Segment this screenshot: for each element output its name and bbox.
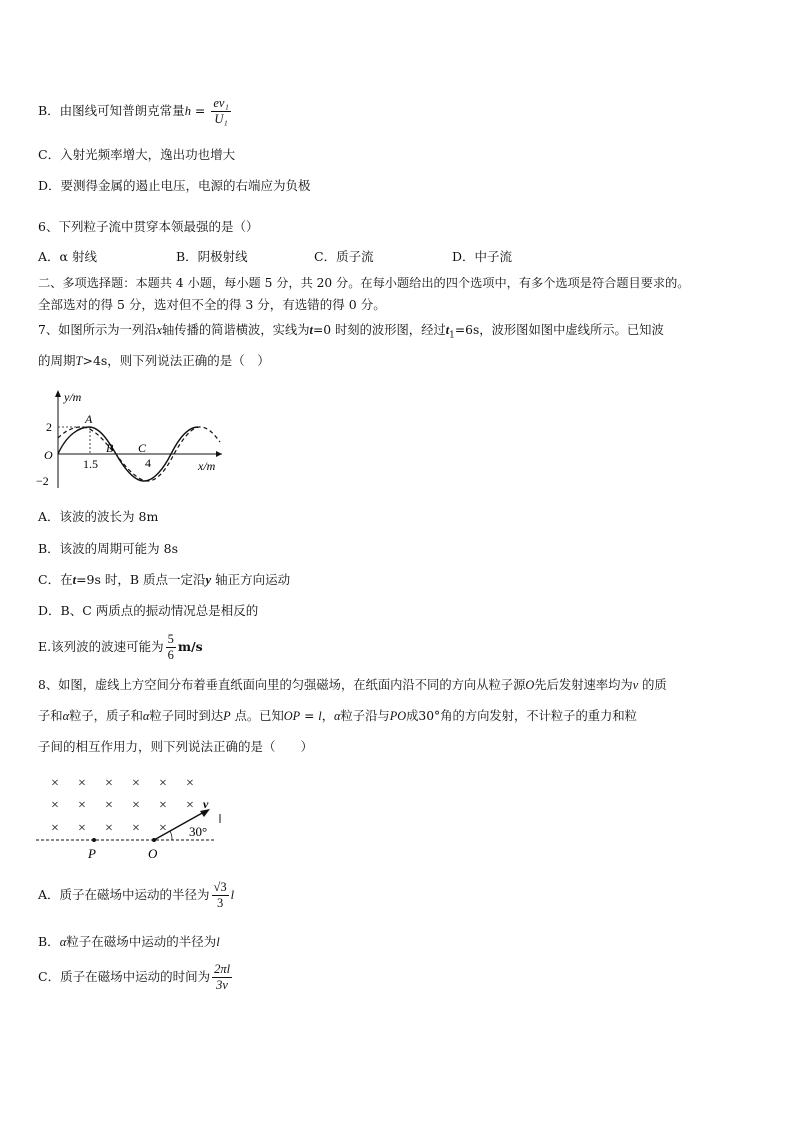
q6-option-b: B．阴极射线 xyxy=(176,249,248,264)
var-l: l xyxy=(216,935,220,949)
planck-h-symbol: h xyxy=(184,104,191,118)
x-tick-4: 4 xyxy=(145,456,151,470)
cross-icon: × xyxy=(132,821,140,836)
var-v: v xyxy=(632,678,639,692)
x-axis-label: x/m xyxy=(198,459,216,473)
q7-option-e-label: E.该列波的波速可能为 xyxy=(38,639,164,654)
q6-stem: 6、下列粒子流中贯穿本领最强的是（） xyxy=(38,219,259,234)
q8-stem-text: 成30°角的方向发射，不计粒子的重力和粒 xyxy=(406,709,637,723)
q8-option-b-text: 粒子在磁场中运动的半径为 xyxy=(66,934,217,949)
q7-option-c-text: =9s 时，B 质点一定沿 xyxy=(76,572,206,587)
var-PO: PO xyxy=(389,709,407,723)
point-c-label: C xyxy=(138,441,147,455)
q8-stem-text: 子和 xyxy=(38,709,63,723)
var-OP: OP xyxy=(283,709,301,723)
q6-option-a: A．α 射线 xyxy=(38,249,97,264)
cross-icon: × xyxy=(78,821,86,836)
fraction-2pil-3v xyxy=(212,962,232,993)
q8-magnetic-field-figure xyxy=(34,770,234,862)
q8-option-a-label: A．质子在磁场中运动的半径为 xyxy=(38,887,210,902)
q5-option-b-label: B．由图线可知普朗克常量 xyxy=(38,103,185,118)
q8-stem-text: 8、如图，虚线上方空间分布着垂直纸面向里的匀强磁场，在纸面内沿不同的方向从粒子源 xyxy=(38,678,526,692)
q7-option-c-text: C．在 xyxy=(38,572,73,587)
fraction-ev1-u1 xyxy=(211,96,230,127)
fraction-denominator: 3 xyxy=(216,896,224,910)
cross-icon: × xyxy=(186,798,194,813)
fraction-numerator: 5 xyxy=(167,632,174,646)
angle-label: 30° xyxy=(189,824,208,839)
q7-stem-line2 xyxy=(38,353,270,369)
x-tick-1.5: 1.5 xyxy=(83,457,98,471)
q6-option-d: D．中子流 xyxy=(452,249,513,264)
point-p-label: P xyxy=(88,846,96,861)
cross-icon: × xyxy=(132,776,140,791)
var-t: t xyxy=(309,323,313,337)
var-l: l xyxy=(318,709,322,723)
symbol-alpha: α xyxy=(142,709,150,723)
cross-icon: × xyxy=(78,776,86,791)
cross-icon: × xyxy=(159,821,167,836)
cross-icon: × xyxy=(51,776,59,791)
q6-options xyxy=(38,249,558,265)
symbol-alpha: α xyxy=(62,709,70,723)
cross-icon: × xyxy=(159,776,167,791)
cross-icon: × xyxy=(159,798,167,813)
equals-sign: = xyxy=(300,709,319,723)
q8-stem-text: 点。已知 xyxy=(230,709,284,723)
q8-stem-text: 先后发射速率均为 xyxy=(534,678,633,692)
q7-stem-text: 轴传播的简谐横波，实线为 xyxy=(161,323,310,337)
cross-icon: × xyxy=(78,798,86,813)
q7-stem-text: 7、如图所示为一列沿 xyxy=(38,323,157,337)
cross-icon: × xyxy=(105,798,113,813)
point-o-label: O xyxy=(148,846,158,861)
q7-stem-text: >4s，则下列说法正确的是（ ） xyxy=(82,353,270,368)
q8-stem-text: 粒子同时到达 xyxy=(149,709,224,723)
q5-option-d: D．要测得金属的遏止电压，电源的右端应为负极 xyxy=(38,178,311,193)
cross-icon: × xyxy=(105,776,113,791)
fraction-numerator: eν₁ xyxy=(213,96,229,110)
q8-option-a xyxy=(38,880,234,911)
y-tick-2: 2 xyxy=(46,420,52,434)
x-axis-arrow xyxy=(216,451,222,457)
velocity-label: v xyxy=(203,797,209,811)
point-b-label: B xyxy=(106,441,114,455)
q7-stem-text: 的周期 xyxy=(38,353,76,368)
q8-option-b-text: B． xyxy=(38,934,60,949)
equals-sign: = xyxy=(190,103,210,118)
q8-stem-text: 粒子，质子和 xyxy=(69,709,143,723)
q6-option-c: C．质子流 xyxy=(314,249,374,264)
section-2-heading-line2: 全部选对的得 5 分，选对但不全的得 3 分，有选错的得 0 分。 xyxy=(38,297,386,312)
fraction-sqrt3-3 xyxy=(212,880,229,911)
q7-option-d: D．B、C 两质点的振动情况总是相反的 xyxy=(38,603,259,618)
q8-stem-line1 xyxy=(38,677,667,693)
fraction-denominator: 3v xyxy=(216,978,228,992)
var-T: T xyxy=(75,354,83,368)
q8-stem-text: 的质 xyxy=(638,678,667,692)
symbol-alpha: α xyxy=(59,935,67,949)
q7-stem-line1 xyxy=(38,322,664,343)
var-l: l xyxy=(230,888,235,902)
fraction-denominator: U₁ xyxy=(214,112,228,126)
symbol-alpha: α xyxy=(334,709,341,723)
q7-option-c-text: 轴正方向运动 xyxy=(211,572,291,587)
q8-stem-text: 粒子沿与 xyxy=(340,709,390,723)
var-t1: t xyxy=(445,323,450,337)
y-axis-arrow xyxy=(55,390,61,397)
q7-option-a: A．该波的波长为 8m xyxy=(38,509,159,524)
fraction-denominator: 6 xyxy=(167,648,174,662)
q7-option-c xyxy=(38,572,290,588)
q8-stem-line2 xyxy=(38,708,637,724)
q5-option-c: C．入射光频率增大，逸出功也增大 xyxy=(38,147,236,162)
q7-wave-figure xyxy=(34,386,230,492)
q5-option-b xyxy=(38,96,233,127)
q8-stem-line3: 子间的相互作用力，则下列说法正确的是（ ） xyxy=(38,739,314,754)
origin-label: O xyxy=(44,448,53,462)
var-t1-subscript: 1 xyxy=(449,330,455,341)
fraction-numerator: 2πl xyxy=(214,962,231,976)
cross-icon: × xyxy=(105,821,113,836)
var-O: O xyxy=(525,678,535,692)
y-axis-label: y/m xyxy=(64,390,82,404)
cross-icon: × xyxy=(186,776,194,791)
magnetic-field-crosses xyxy=(51,776,194,836)
fraction-5-6 xyxy=(166,632,176,663)
q8-option-b xyxy=(38,934,220,950)
q8-stem-text: ， xyxy=(321,709,335,723)
fraction-numerator: √3 xyxy=(213,880,227,894)
var-P: P xyxy=(223,709,231,723)
q7-option-e xyxy=(38,632,203,663)
q8-option-c xyxy=(38,962,234,993)
q7-stem-text: =0 时刻的波形图，经过 xyxy=(312,323,446,337)
q7-option-b: B．该波的周期可能为 8s xyxy=(38,541,179,556)
var-y: y xyxy=(205,573,212,587)
y-tick-neg2: −2 xyxy=(36,474,49,488)
unit-m-per-s: m/s xyxy=(177,639,203,654)
cross-icon: × xyxy=(132,798,140,813)
cross-icon: × xyxy=(51,798,59,813)
var-t: t xyxy=(72,573,77,587)
q8-option-c-label: C．质子在磁场中运动的时间为 xyxy=(38,969,211,984)
angle-arc xyxy=(170,831,172,840)
var-x: x xyxy=(156,323,162,337)
point-p-dot xyxy=(92,838,96,842)
section-2-heading-line1: 二、多项选择题：本题共 4 小题，每小题 5 分，共 20 分。在每小题给出的四个选项中，有多个选项是符合题目要求的。 xyxy=(38,276,690,290)
cross-icon: × xyxy=(51,821,59,836)
point-a-label: A xyxy=(85,412,93,426)
q7-stem-text: =6s，波形图如图中虚线所示。已知波 xyxy=(454,323,664,337)
